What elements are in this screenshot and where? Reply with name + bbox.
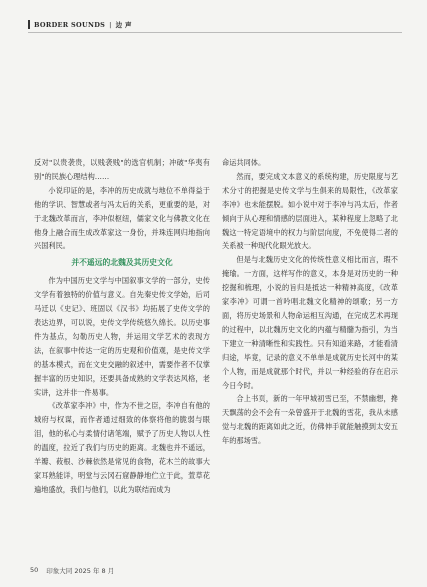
section-name-zh: 边 声 (115, 21, 132, 29)
header-rule (28, 32, 402, 33)
page-footer (30, 566, 114, 575)
paragraph: 然而，要完成文本意义的系统构建，历史限度与艺术分寸的把握是史传文学与生俱来的局限性，《改革家李冲》也未能摆脱。如小说中对于李冲与冯太后，作者倾向于从心理和情感的层面进入，某种程度上忽略了北魏这一特定语境中的权力与阶层向度，不免使得二者的关系被一种现代化眼光放大。 (222, 171, 398, 251)
page-number: 50 (30, 566, 39, 574)
paragraph: 但是与北魏历史文化的传统性意义相比而言，瑕不掩瑜。一方面，这样写作的意义，本身是对历史的一种挖掘和梳理，小说的旨归是抵达一种精神高度，《改革家李冲》可谓一首吟唱北魏文化精神的颂歌；另一方面，将历史场景和人物命运相互沟通，在完成艺术再现的过程中，以北魏历史文化的内蕴与精髓为指引，为当下建立一种清晰性和实践性。只有知道来路，才能看清归途，毕竟，记录的意义不单单是成就历史长河中的某个人物，而是成就那个时代，并以一种经验的存在启示今日今时。 (222, 255, 398, 390)
header-separator: | (109, 20, 112, 29)
paragraph: 反对"以贵袭贵，以贱袭贱"的选官机制；冲破"华夷有别"的民族心理结构…… (34, 158, 210, 181)
header-bar-mark (28, 20, 30, 29)
paragraph: 《改革家李冲》中，作为不世之臣，李冲自有他的城府与权谋，而作者通过细致的体察将他的脆弱与眼泪，他的私心与柔情付诸笔端，赋予了历史人物以人性的温度，拉近了我们与历史的距离。北魏也并不遥远，羊瓣、莜根、沙棘依然是常见的食物，花木兰的故事大家耳熟能详，明堂与云冈石窟静静地伫立于此，萱草花遍地盛放，我们与他们，以此为联结而成为 (34, 401, 210, 494)
paragraph: 作为中国历史文学与中国叙事文学的一部分，史传文学有着独特的价值与意义。自先秦史传文学始，后司马迁以《史记》、班固以《汉书》均拓展了史传文学的表达边界，可以说，史传文学传统悠久绵长。以历史事件为基点，勾勒历史人物，并运用文学艺术的表现方法，在叙事中传达一定的历史观和价值观，是史传文学的基本模式，而在文史交融的叙述中，需要作者不仅掌握丰富的历史知识，还要具备成熟的文学表达风格，老实讲，这并非一件易事。 (34, 276, 210, 397)
section-title: 并不遥远的北魏及其历史文化 (71, 258, 173, 268)
paragraph: 小说印证的是，李冲的历史成就与地位不单得益于他的学识、智慧或者与冯太后的关系，更重要的是，对于北魏改革而言，李冲似枢纽，儒家文化与佛教文化在他身上融合而生成改革家这一身份，并珠连网归地指向兴国利民。 (34, 185, 210, 251)
right-column (222, 156, 398, 448)
magazine-issue: 印象大同 2025 年 8 月 (46, 567, 115, 575)
section-name-en: BORDER SOUNDS (34, 20, 106, 29)
left-column (34, 156, 210, 497)
paragraph: 合上书页，新的一年甲城初雪已至，不禁幽想，搀天飘荡的会不会有一朵曾盛开于北魏的雪花，我从未感觉与北魏的距离如此之近，仿佛伸手就能触摸到太安五年的那场雪。 (222, 394, 398, 446)
paragraph: 命运共同体。 (222, 158, 266, 167)
section-header (28, 20, 132, 29)
